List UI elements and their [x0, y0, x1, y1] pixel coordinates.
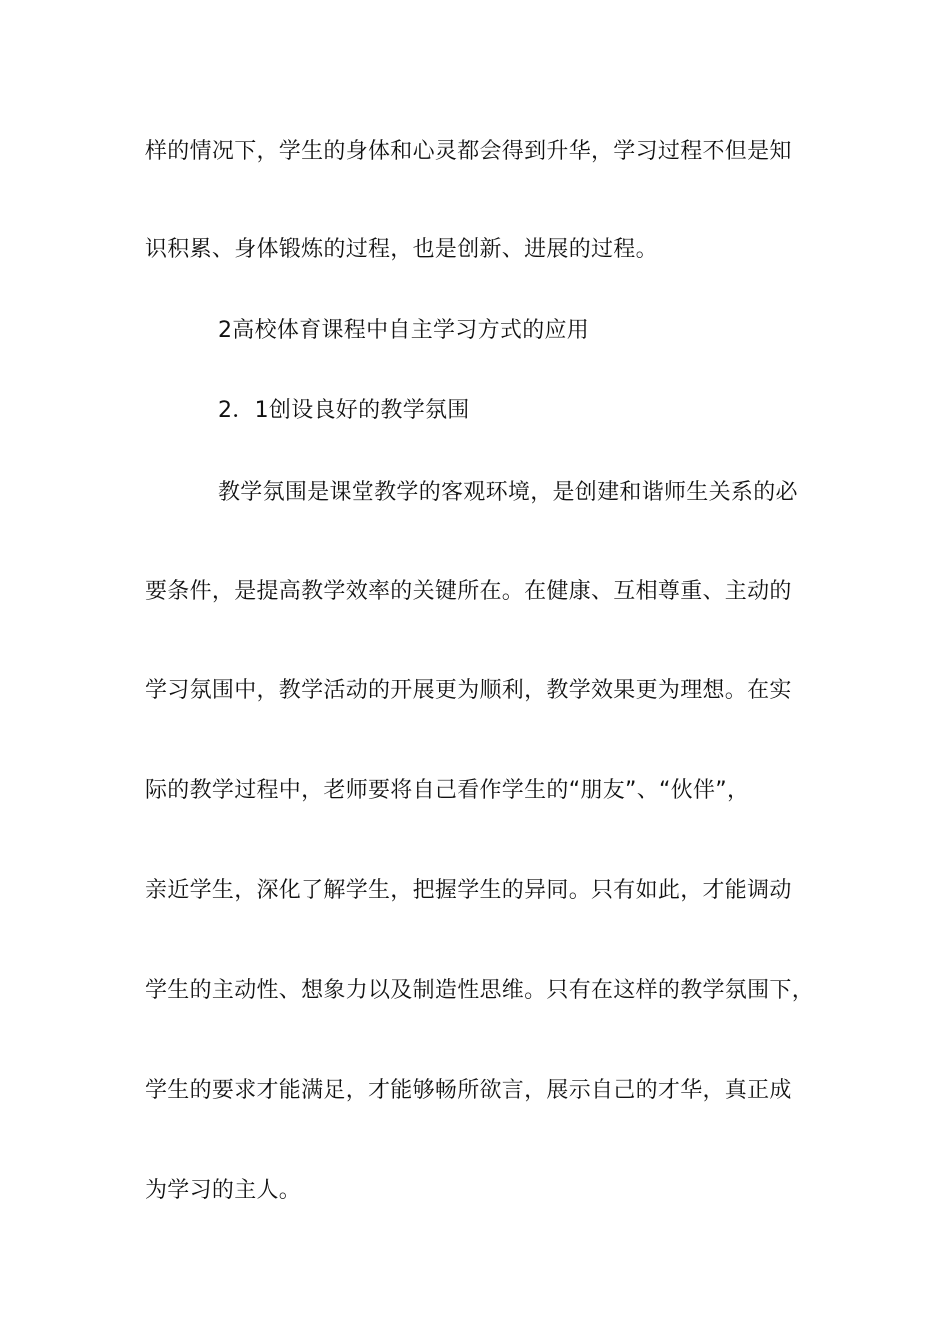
- paragraph-line: 学生的要求才能满足，才能够畅所欲言，展示自己的才华，真正成: [145, 1078, 792, 1103]
- paragraph-line: 际的教学过程中，老师要将自己看作学生的“朋友”、“伙伴”，: [145, 778, 750, 803]
- paragraph-line: 样的情况下，学生的身体和心灵都会得到升华，学习过程不但是知: [145, 139, 792, 164]
- subsection-heading: 2．1创设良好的教学氛围: [218, 398, 470, 423]
- paragraph-line: 教学氛围是课堂教学的客观环境，是创建和谐师生关系的必: [218, 480, 798, 505]
- paragraph-line: 学生的主动性、想象力以及制造性思维。只有在这样的教学氛围下，: [145, 978, 815, 1003]
- paragraph-line: 学习氛围中，教学活动的开展更为顺利，教学效果更为理想。在实: [145, 678, 792, 703]
- paragraph-line: 亲近学生，深化了解学生，把握学生的异同。只有如此，才能调动: [145, 878, 792, 903]
- paragraph-line: 为学习的主人。: [145, 1178, 302, 1203]
- paragraph-line: 识积累、身体锻炼的过程，也是创新、进展的过程。: [145, 237, 658, 262]
- section-heading: 2高校体育课程中自主学习方式的应用: [218, 318, 590, 343]
- paragraph-line: 要条件，是提高教学效率的关键所在。在健康、互相尊重、主动的: [145, 579, 792, 604]
